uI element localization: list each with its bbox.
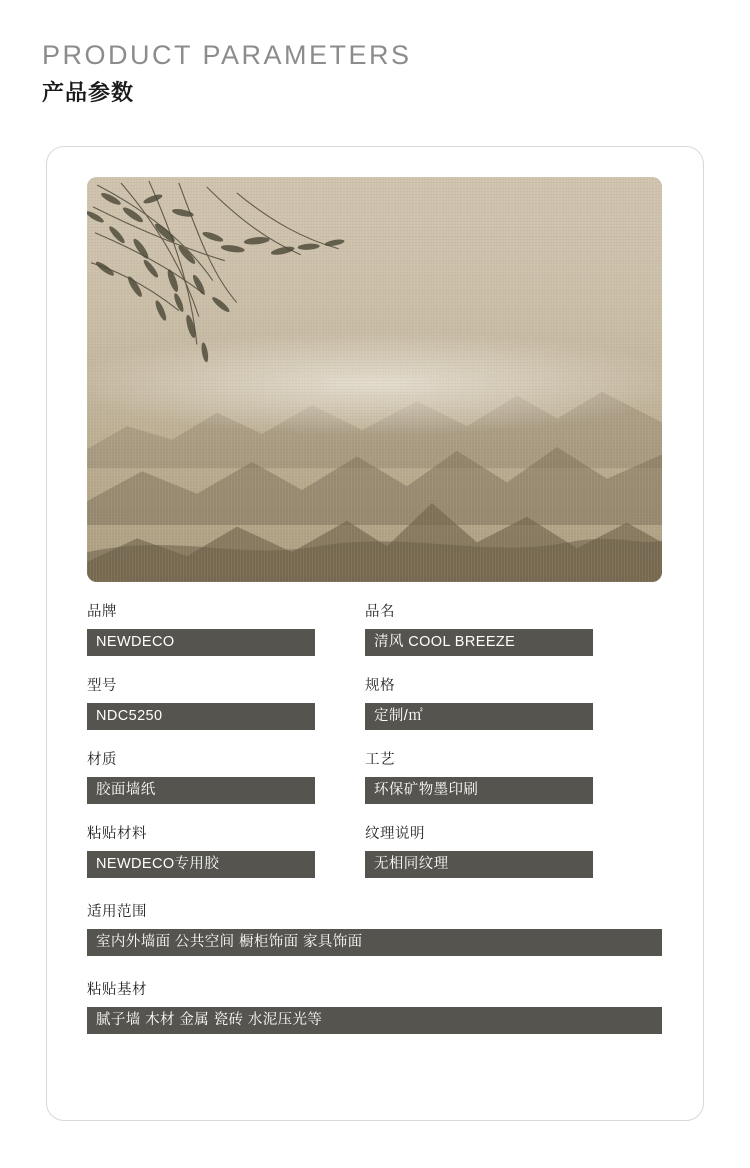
parameter-cell-specification: [365, 676, 593, 730]
parameter-row: [87, 676, 662, 730]
parameter-cell-product-name: [365, 602, 593, 656]
parameter-value: 室内外墙面 公共空间 橱柜饰面 家具饰面: [87, 929, 662, 956]
parameter-cell-brand: [87, 602, 315, 656]
parameter-cell-model: [87, 676, 315, 730]
parameter-label: 品牌: [87, 604, 117, 620]
page-title-cn: 产品参数: [42, 80, 135, 105]
parameter-value: NEWDECO专用胶: [87, 851, 315, 878]
parameter-label: 工艺: [365, 752, 395, 768]
parameter-value: 胶面墙纸: [87, 777, 315, 804]
parameter-label: 适用范围: [87, 904, 147, 920]
parameter-cell-substrate: [87, 980, 662, 1034]
parameter-value: 定制/㎡: [365, 703, 593, 730]
parameter-label: 粘贴基材: [87, 982, 147, 998]
parameter-value: 腻子墙 木材 金属 瓷砖 水泥压光等: [87, 1007, 662, 1034]
product-hero-image: [87, 177, 662, 582]
hero-branch-foliage: [87, 177, 421, 428]
parameter-label: 规格: [365, 678, 395, 694]
parameter-label: 型号: [87, 678, 117, 694]
parameter-row: [87, 980, 662, 1034]
parameter-cell-texture-note: [365, 824, 593, 878]
parameter-value: 无相同纹理: [365, 851, 593, 878]
parameters-list: [87, 602, 662, 1054]
parameter-value: NDC5250: [87, 703, 315, 730]
parameter-label: 品名: [365, 604, 395, 620]
parameter-row: [87, 824, 662, 878]
parameter-value: 环保矿物墨印刷: [365, 777, 593, 804]
parameter-row: [87, 902, 662, 956]
page-header: [42, 38, 412, 107]
parameter-cell-adhesive: [87, 824, 315, 878]
page-title-en: PRODUCT PARAMETERS: [42, 40, 412, 70]
parameter-label: 材质: [87, 752, 117, 768]
parameters-card: [46, 146, 704, 1121]
parameter-value: NEWDECO: [87, 629, 315, 656]
parameter-row: [87, 602, 662, 656]
parameter-cell-process: [365, 750, 593, 804]
parameter-value: 清风 COOL BREEZE: [365, 629, 593, 656]
parameter-cell-material: [87, 750, 315, 804]
parameter-label: 纹理说明: [365, 826, 425, 842]
parameter-label: 粘贴材料: [87, 826, 147, 842]
parameter-cell-application-scope: [87, 902, 662, 956]
parameter-row: [87, 750, 662, 804]
